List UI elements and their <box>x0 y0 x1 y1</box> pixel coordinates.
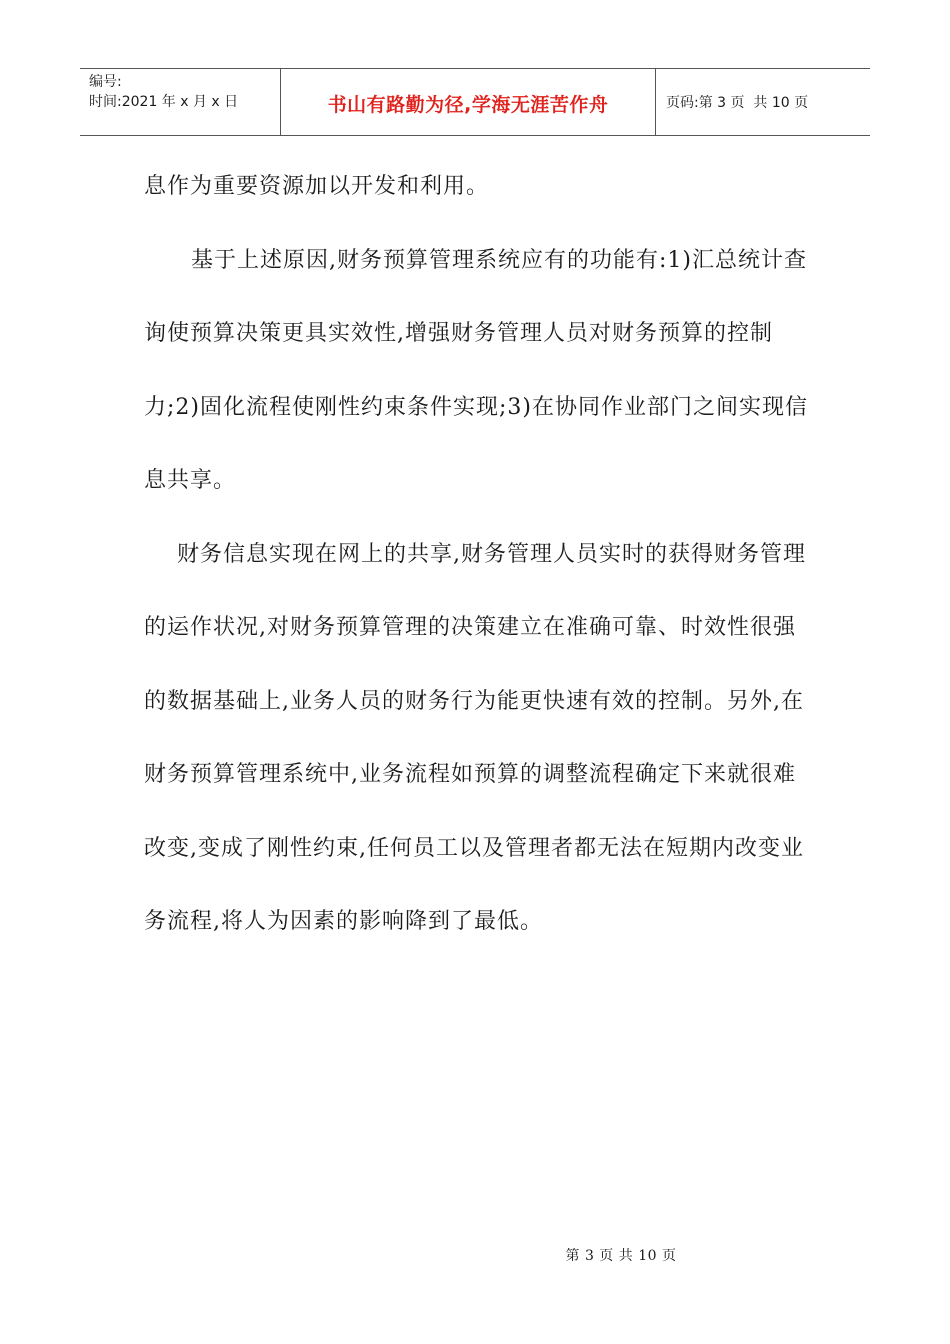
document-number-label: 编号: <box>89 74 122 90</box>
header-motto-cell <box>281 69 656 135</box>
body-paragraph: 基于上述原因,财务预算管理系统应有的功能有:1)汇总统计查询使预算决策更具实效性,增强财务管理人员对财务预算的控制力;2)固化流程使刚性约束条件实现;3)在协同作业部门之间实现信息共享。 <box>144 247 808 493</box>
body-paragraph: 财务信息实现在网上的共享,财务管理人员实时的获得财务管理的运作状况,对财务预算管理的决策建立在准确可靠、时效性很强的数据基础上,业务人员的财务行为能更快速有效的控制。另外,在财务预算管理系统中,业务流程如预算的调整流程确定下来就很难改变,变成了刚性约束,任何员工以及管理者都无法在短期内改变业务流程,将人为因素的影响降到了最低。 <box>144 541 806 934</box>
page-footer: 第 3 页 共 10 页 <box>565 1248 677 1264</box>
body-paragraph: 息作为重要资源加以开发和利用。 <box>144 174 490 199</box>
document-header <box>80 68 870 136</box>
header-meta-cell <box>80 69 281 135</box>
header-motto: 书山有路勤为径,学海无涯苦作舟 <box>327 93 609 116</box>
document-date: 时间:2021 年 x 月 x 日 <box>89 94 239 110</box>
header-page-info: 页码:第 3 页 共 10 页 <box>666 95 809 111</box>
document-body <box>144 150 808 959</box>
